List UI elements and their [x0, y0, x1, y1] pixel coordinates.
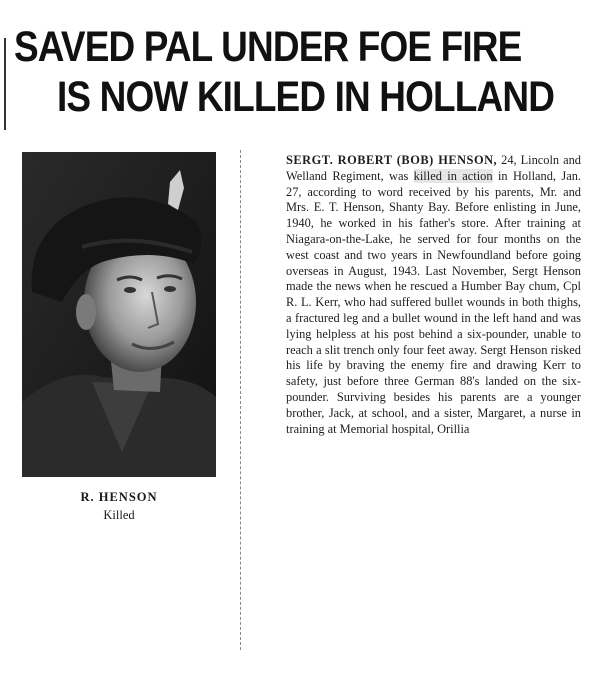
headline: [14, 22, 555, 122]
article-body: [286, 153, 581, 437]
article-text-a: 24, Lincoln and Welland Regiment, was: [286, 153, 581, 183]
caption-status: Killed: [103, 508, 135, 522]
portrait-icon: [22, 152, 216, 477]
article-lead: SERGT. ROBERT (BOB) HENSON,: [286, 153, 498, 167]
portrait-photo: [22, 152, 216, 477]
photo-caption: [22, 488, 216, 524]
headline-line-1: SAVED PAL UNDER FOE FIRE: [14, 23, 522, 71]
column-divider: [240, 150, 241, 650]
caption-name: R. HENSON: [80, 490, 158, 504]
column-rule-left: [4, 38, 6, 130]
headline-line-2: IS NOW KILLED IN HOLLAND: [57, 73, 555, 121]
article-text-b: in Holland, Jan. 27, according to word received by his parents, Mr. and Mrs. E. T. Henson, Shanty Bay. Before enlisting in June, 1940, he worked in his father's store. After training at Niagara-on-the-Lake, he served for four months on the west coast and two years in Newfoundland before going overseas in August, 1943. Last November, Sergt Henson made the news when he rescued a Humber Bay chum, Cpl R. L. Kerr, who had suffered bullet wounds in both thighs, a fractured leg and a bullet wound in the left hand and was lying helpless at his post behind a six-pounder, unable to reach a slit trench only four feet away. Sergt Henson risked his life by braving the enemy fire and drawing Kerr to safety, just before three German 88's landed on the six-pounder. Surviving besides his parents are a younger brother, Jack, at school, and a sister, Margaret, a nurse in training at Memorial hospital, Orillia: [286, 168, 581, 436]
article-highlight: killed in action: [413, 168, 493, 183]
